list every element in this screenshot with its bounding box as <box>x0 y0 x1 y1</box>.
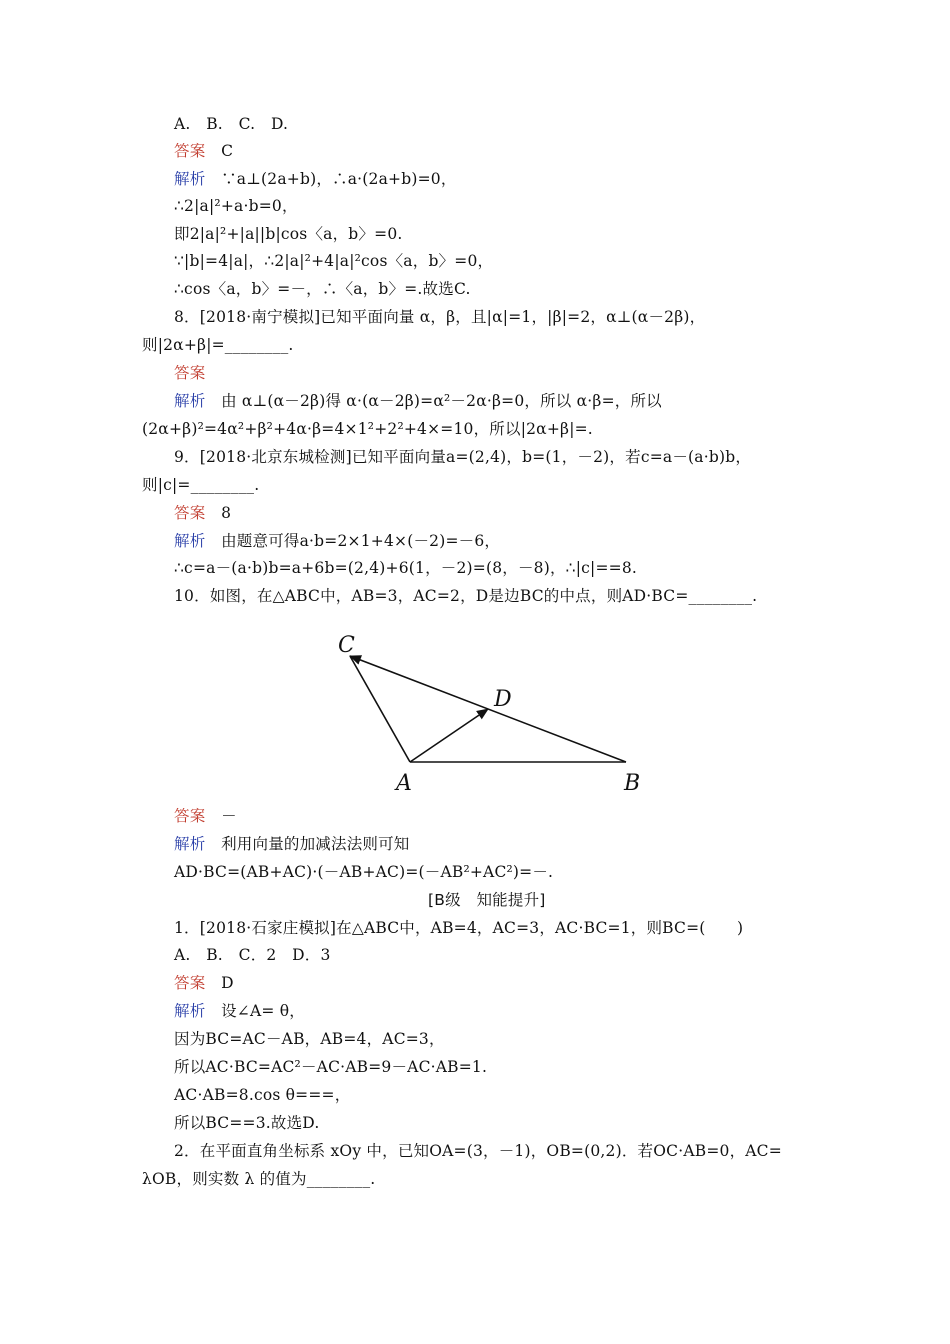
answer-label: 答案 <box>174 974 206 992</box>
label-a: A <box>396 771 412 796</box>
line-text: 8．[2018·南宁模拟]已知平面向量 α，β，且|α|=1，|β|=2，α⊥(α－2β)， <box>174 308 706 326</box>
analysis-label: 解析 <box>174 392 206 410</box>
text-line <box>174 862 553 882</box>
text-line <box>174 251 493 271</box>
text-line <box>174 196 298 216</box>
triangle-figure <box>326 626 656 810</box>
answer-label: 答案 <box>174 364 206 382</box>
line-text: C <box>205 142 234 160</box>
line-text: 8 <box>205 504 232 522</box>
text-line <box>174 1085 350 1105</box>
segment-ac <box>350 656 410 762</box>
line-text: 1．[2018·石家庄模拟]在△ABC中，AB=4，AC=3，AC·BC=1，则BC=( ) <box>174 919 744 937</box>
text-line <box>142 1169 375 1189</box>
text-line <box>174 558 637 578</box>
label-b: B <box>624 771 641 796</box>
text-line <box>174 307 705 327</box>
line-text: 利用向量的加减法法则可知 <box>205 835 410 853</box>
line-text: A. B. C．2 D．3 <box>174 946 331 964</box>
line-text: 所以BC==3.故选D. <box>174 1114 320 1132</box>
text-line <box>174 918 743 938</box>
line-text: ∴2|a|²+a·b=0， <box>174 197 298 215</box>
text-line <box>174 586 757 606</box>
label-c: C <box>338 633 355 658</box>
line-text: [B级 知能提升] <box>428 891 546 909</box>
line-text: 2．在平面直角坐标系 xOy 中，已知OA=(3，－1)，OB=(0,2)．若OC·AB=0，AC= <box>174 1142 782 1160</box>
answer-label: 答案 <box>174 807 206 825</box>
answer-label: 答案 <box>174 504 206 522</box>
line-text: (2α+β)²=4α²+β²+4α·β=4×1²+2²+4×=10，所以|2α+β|=. <box>142 420 593 438</box>
line-text: 则|2α+β|=________. <box>142 336 294 354</box>
text-line <box>174 391 662 411</box>
text-line <box>174 169 457 189</box>
line-text: 设∠A= θ， <box>205 1002 305 1020</box>
line-text: 由题意可得a·b=2×1+4×(－2)=－6， <box>205 532 501 550</box>
text-line <box>174 279 471 299</box>
text-line <box>174 363 205 383</box>
text-line <box>142 335 294 355</box>
text-line <box>174 114 288 134</box>
line-text: － <box>205 807 237 825</box>
line-text: λOB，则实数 λ 的值为________. <box>142 1170 376 1188</box>
line-text: ∴cos〈a，b〉=－，∴〈a，b〉=.故选C. <box>174 280 471 298</box>
analysis-label: 解析 <box>174 532 206 550</box>
text-line <box>142 475 259 495</box>
line-text: 10．如图，在△ABC中，AB=3，AC=2，D是边BC的中点，则AD·BC=________. <box>174 587 758 605</box>
analysis-label: 解析 <box>174 835 206 853</box>
text-line <box>174 224 403 244</box>
vector-ad <box>410 709 488 762</box>
line-text: ∵a⊥(2a+b)，∴a·(2a+b)=0， <box>205 170 457 188</box>
line-text: 所以AC·BC=AC²－AC·AB=9－AC·AB=1. <box>174 1058 488 1076</box>
text-line <box>174 1001 305 1021</box>
line-text: D <box>205 974 234 992</box>
line-text: 则|c|=________. <box>142 476 260 494</box>
line-text: A. B. C. D. <box>174 115 289 133</box>
text-line <box>174 1113 320 1133</box>
line-text: AD·BC=(AB+AC)·(－AB+AC)=(－AB²+AC²)=－. <box>174 863 554 881</box>
text-line <box>174 1029 445 1049</box>
section-heading <box>428 890 546 910</box>
text-line <box>174 531 500 551</box>
analysis-label: 解析 <box>174 1002 206 1020</box>
text-line <box>174 806 237 826</box>
text-line <box>174 141 233 161</box>
label-d: D <box>494 687 512 712</box>
text-line <box>174 973 234 993</box>
text-line <box>174 945 331 965</box>
line-text: 由 α⊥(α－2β)得 α·(α－2β)=α²－2α·β=0，所以 α·β=，所以 <box>205 392 662 410</box>
line-text: AC·AB=8.cos θ===， <box>174 1086 351 1104</box>
text-line <box>174 503 231 523</box>
text-line <box>174 447 751 467</box>
line-text: 9．[2018·北京东城检测]已知平面向量a=(2,4)，b=(1，－2)，若c=a－(a·b)b， <box>174 448 752 466</box>
text-line <box>174 1057 487 1077</box>
line-text: 因为BC=AC－AB，AB=4，AC=3， <box>174 1030 445 1048</box>
text-line <box>174 834 410 854</box>
line-text: 即2|a|²+|a||b|cos〈a，b〉=0. <box>174 225 403 243</box>
text-line <box>174 1141 782 1161</box>
line-text: ∴c=a－(a·b)b=a+6b=(2,4)+6(1，－2)=(8，－8)，∴|c|==8. <box>174 559 638 577</box>
answer-label: 答案 <box>174 142 206 160</box>
text-line <box>142 419 593 439</box>
line-text: ∵|b|=4|a|，∴2|a|²+4|a|²cos〈a，b〉=0， <box>174 252 494 270</box>
analysis-label: 解析 <box>174 170 206 188</box>
